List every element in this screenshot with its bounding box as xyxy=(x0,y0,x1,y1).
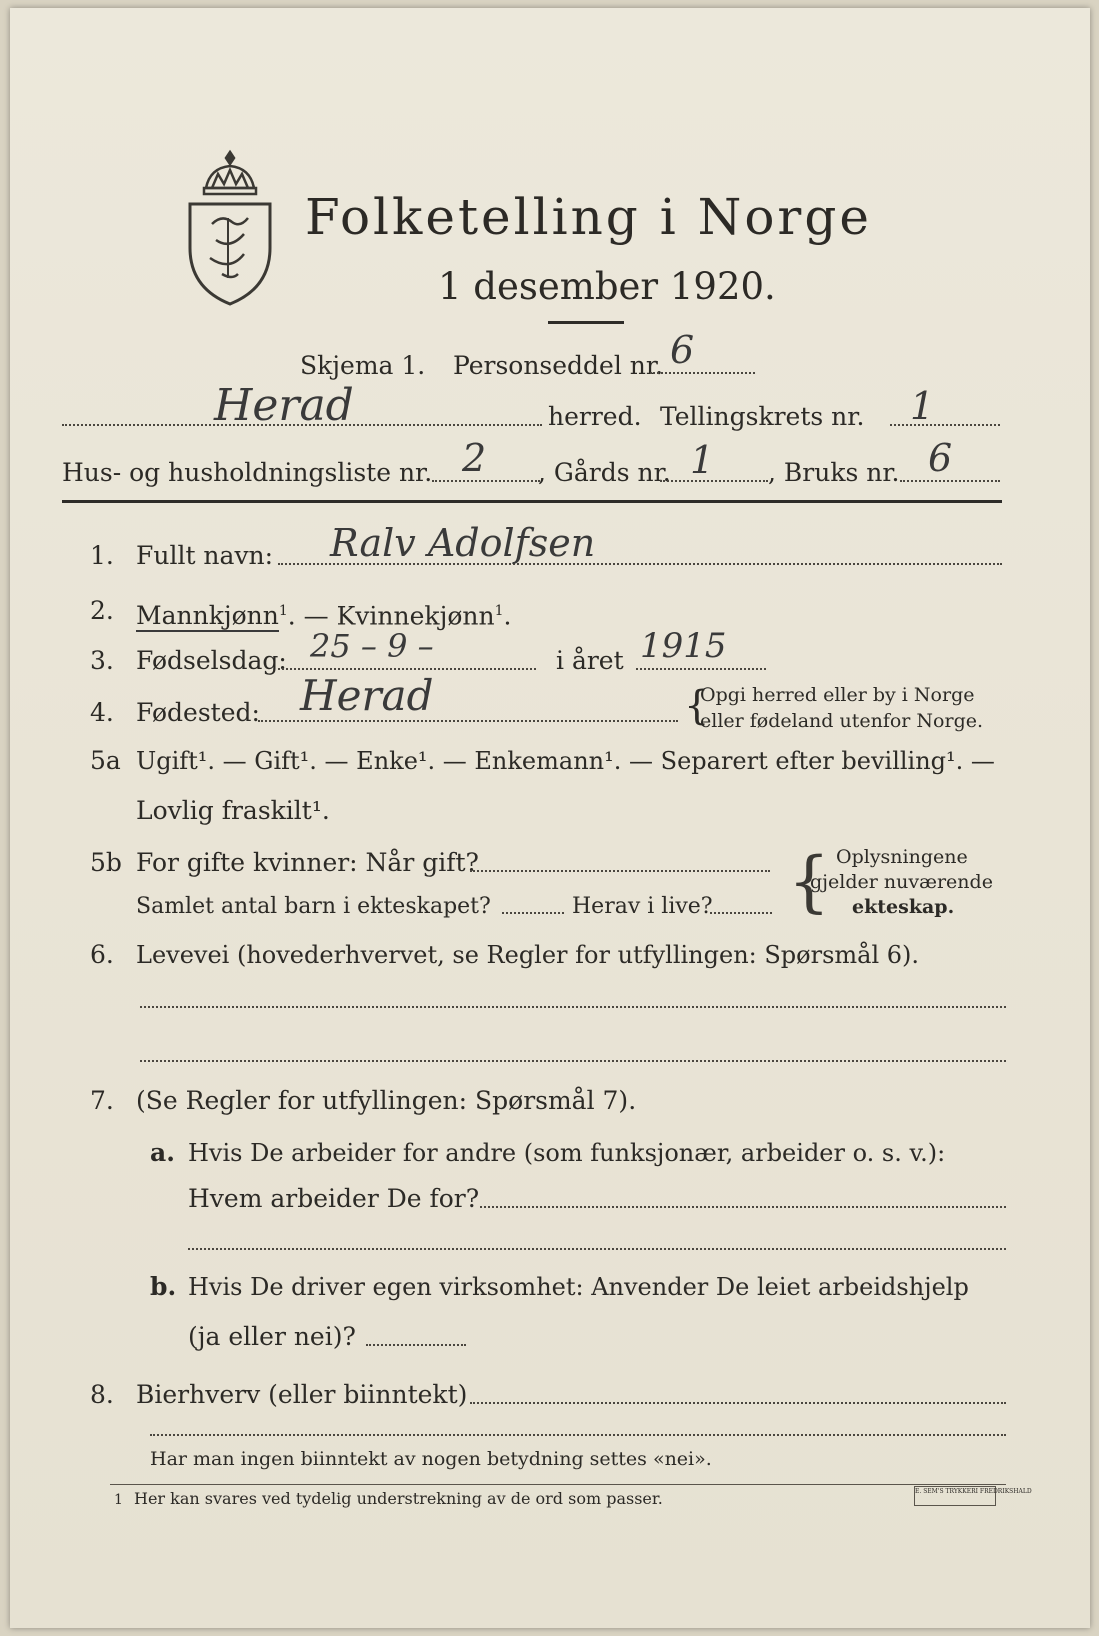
occupation-line-2[interactable] xyxy=(140,1060,1006,1062)
children-line xyxy=(502,912,564,914)
q5a-number: 5a xyxy=(90,746,121,775)
q7a-number: a. xyxy=(150,1138,175,1167)
alive-line xyxy=(710,912,772,914)
footnote-divider xyxy=(110,1484,1006,1485)
birthday-line xyxy=(278,668,536,670)
tellingskrets-value[interactable]: 1 xyxy=(910,384,935,428)
employer-line-2[interactable] xyxy=(188,1248,1006,1250)
q5b-note1: Oplysningene xyxy=(836,846,968,868)
personseddel-label: Personseddel nr. xyxy=(453,351,664,380)
q4-label: Fødested: xyxy=(136,698,260,727)
gards-label: , Gårds nr. xyxy=(538,458,671,487)
personseddel-value[interactable]: 6 xyxy=(670,328,695,372)
q6-number: 6. xyxy=(90,940,114,969)
year-line xyxy=(636,668,766,670)
female-option[interactable]: Kvinnekjønn xyxy=(336,601,495,631)
q7a-line1: Hvis De arbeider for andre (som funksjonær, arbeider o. s. v.): xyxy=(188,1139,946,1167)
birthday-value[interactable]: 25 – 9 – xyxy=(310,627,434,665)
full-name-value[interactable]: Ralv Adolfsen xyxy=(330,521,596,565)
q4-number: 4. xyxy=(90,698,114,727)
q8-note: Har man ingen biinntekt av nogen betydning settes «nei». xyxy=(150,1448,712,1470)
q7b-line2: (ja eller nei)? xyxy=(188,1322,356,1351)
marital-options[interactable]: Ugift¹. — Gift¹. — Enke¹. — Enkemann¹. — Separert efter bevilling¹. — xyxy=(136,747,995,775)
bruks-line xyxy=(900,480,1000,482)
q8-label: Bierhverv (eller biinntekt) xyxy=(136,1380,468,1409)
husliste-line xyxy=(432,480,540,482)
q6-label: Levevei (hovederhvervet, se Regler for utfyllingen: Spørsmål 6). xyxy=(136,941,920,969)
side-income-line-2[interactable] xyxy=(150,1434,1006,1436)
herred-label: herred. xyxy=(548,402,642,431)
personseddel-line xyxy=(650,372,755,374)
q7-label: (Se Regler for utfyllingen: Spørsmål 7). xyxy=(136,1086,637,1115)
side-income-line-1[interactable] xyxy=(470,1402,1006,1404)
q3-number: 3. xyxy=(90,646,114,675)
q2-number: 2. xyxy=(90,596,114,625)
q5b-number: 5b xyxy=(90,848,122,877)
herred-value[interactable]: Herad xyxy=(214,380,354,431)
birthplace-value[interactable]: Herad xyxy=(300,671,434,720)
q5b-brace: { xyxy=(788,843,830,920)
footnote-text: Her kan svares ved tydelig understrekning av de ord som passer. xyxy=(134,1489,663,1508)
employer-line-1[interactable] xyxy=(480,1206,1006,1208)
q2-sex-options[interactable]: Mannkjønn$^1$. — Kvinnekjønn$^1$. xyxy=(136,601,512,631)
male-option[interactable]: Mannkjønn xyxy=(136,601,279,631)
q7b-number: b. xyxy=(150,1272,177,1301)
hired-help-line[interactable] xyxy=(366,1344,466,1346)
tellingskrets-line xyxy=(890,424,1000,426)
bruks-label: , Bruks nr. xyxy=(768,458,900,487)
q7-number: 7. xyxy=(90,1086,114,1115)
q3-label: Fødselsdag: xyxy=(136,646,287,675)
birth-year-value[interactable]: 1915 xyxy=(640,626,727,666)
married-date-line xyxy=(470,870,770,872)
husliste-value[interactable]: 2 xyxy=(462,436,487,480)
q5b-line1-label: For gifte kvinner: Når gift? xyxy=(136,848,479,877)
footnote-mark: 1 xyxy=(114,1492,123,1508)
birthplace-line xyxy=(258,720,678,722)
q4-note-line1: Opgi herred eller by i Norge xyxy=(700,684,975,706)
q5b-note2: gjelder nuværende xyxy=(810,871,993,893)
q1-label: Fullt navn: xyxy=(136,541,274,570)
q4-brace: { xyxy=(684,683,710,729)
schema-label: Skjema 1. xyxy=(300,351,426,380)
census-form xyxy=(10,8,1090,1628)
gards-value[interactable]: 1 xyxy=(690,438,715,482)
q7a-line2: Hvem arbeider De for? xyxy=(188,1184,480,1213)
q7b-line1: Hvis De driver egen virksomhet: Anvender De leiet arbeidshjelp xyxy=(188,1273,969,1301)
norwegian-coat-of-arms-icon xyxy=(182,148,278,308)
q4-note-line2: eller fødeland utenfor Norge. xyxy=(700,710,984,732)
form-date: 1 desember 1920. xyxy=(438,265,776,308)
husliste-label: Hus- og husholdningsliste nr. xyxy=(62,458,433,487)
tellingskrets-label: Tellingskrets nr. xyxy=(660,402,865,431)
printer-stamp: E. SEM'S TRYKKERI FREDRIKSHALD xyxy=(914,1486,996,1506)
occupation-line-1[interactable] xyxy=(140,1006,1006,1008)
q1-number: 1. xyxy=(90,541,114,570)
gards-line xyxy=(660,480,768,482)
year-label: i året xyxy=(556,646,624,675)
q5b-note3: ekteskap. xyxy=(852,896,955,918)
header-divider xyxy=(62,500,1002,503)
q8-number: 8. xyxy=(90,1380,114,1409)
title-divider xyxy=(548,321,624,324)
q5b-children-label: Samlet antal barn i ekteskapet? xyxy=(136,894,491,919)
q5b-alive-label: Herav i live? xyxy=(572,894,713,919)
bruks-value[interactable]: 6 xyxy=(928,436,953,480)
form-title: Folketelling i Norge xyxy=(305,188,872,246)
marital-option-divorced[interactable]: Lovlig fraskilt¹. xyxy=(136,796,330,825)
